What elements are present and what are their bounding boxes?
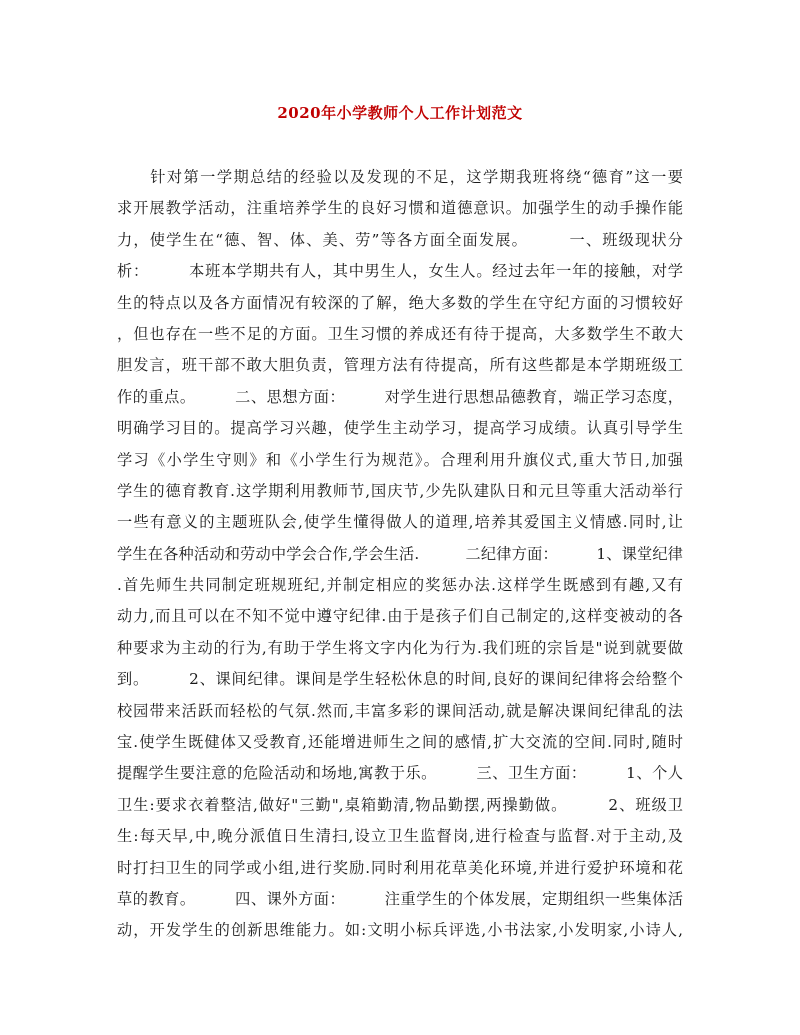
body-line: 时打扫卫生的同学或小组,进行奖励.同时利用花草美化环境,并进行爱护环境和花 [117,858,683,877]
body-line: 作的重点。 二、思想方面： 对学生进行思想品德教育，端正学习态度， [117,387,683,406]
document-body [117,162,683,947]
body-line: 生的特点以及各方面情况有较深的了解，绝大多数的学生在守纪方面的习惯较好 [117,293,683,312]
body-line: 学生在各种活动和劳动中学会合作,学会生活. 二纪律方面： 1、课堂纪律 [117,544,683,563]
body-line: 种要求为主动的行为,有助于学生将文字内化为行为.我们班的宗旨是"说到就要做 [117,638,683,657]
body-line: 学习《小学生守则》和《小学生行为规范》。合理利用升旗仪式,重大节日,加强 [117,450,683,469]
body-line: 到。 2、课间纪律。课间是学生轻松休息的时间,良好的课间纪律将会给整个 [117,670,683,689]
body-line: 析： 本班本学期共有人，其中男生人，女生人。经过去年一年的接触，对学 [117,262,683,281]
body-line: 动，开发学生的创新思维能力。如:文明小标兵评选,小书法家,小发明家,小诗人, [117,921,683,940]
document-title: 2020年小学教师个人工作计划范文 [277,104,523,122]
body-line: 求开展教学活动，注重培养学生的良好习惯和道德意识。加强学生的动手操作能 [117,199,683,218]
body-line: 针对第一学期总结的经验以及发现的不足，这学期我班将绕“德育”这一要 [117,168,683,186]
body-line: 校园带来活跃而轻松的气氛.然而,丰富多彩的课间活动,就是解决课间纪律乱的法 [117,701,683,720]
body-line: 卫生:要求衣着整洁,做好"三勤",桌箱勤清,物品勤摆,两操勤做。 2、班级卫 [117,795,683,814]
body-line: ，但也存在一些不足的方面。卫生习惯的养成还有待于提高，大多数学生不敢大 [117,324,683,343]
body-line: 明确学习目的。提高学习兴趣，使学生主动学习，提高学习成绩。认真引导学生 [117,419,683,438]
body-line: 生:每天早,中,晚分派值日生清扫,设立卫生监督岗,进行检查与监督.对于主动,及 [117,827,683,846]
body-line: 提醒学生要注意的危险活动和场地,寓教于乐。 三、卫生方面： 1、个人 [117,764,683,783]
body-line: 力，使学生在“德、智、体、美、劳”等各方面全面发展。 一、班级现状分 [117,230,683,249]
body-line: 动力,而且可以在不知不觉中遵守纪律.由于是孩子们自己制定的,这样变被动的各 [117,607,683,626]
body-line: 胆发言，班干部不敢大胆负责，管理方法有待提高，所有这些都是本学期班级工 [117,356,683,375]
body-line: .首先师生共同制定班规班纪,并制定相应的奖惩办法.这样学生既感到有趣,又有 [117,576,683,595]
body-line: 草的教育。 四、课外方面： 注重学生的个体发展，定期组织一些集体活 [117,889,683,908]
body-line: 学生的德育教育.这学期利用教师节,国庆节,少先队建队日和元旦等重大活动举行 [117,481,683,500]
body-line: 宝.使学生既健体又受教育,还能增进师生之间的感情,扩大交流的空间.同时,随时 [117,733,683,752]
body-line: 一些有意义的主题班队会,使学生懂得做人的道理,培养其爱国主义情感.同时,让 [117,513,683,532]
